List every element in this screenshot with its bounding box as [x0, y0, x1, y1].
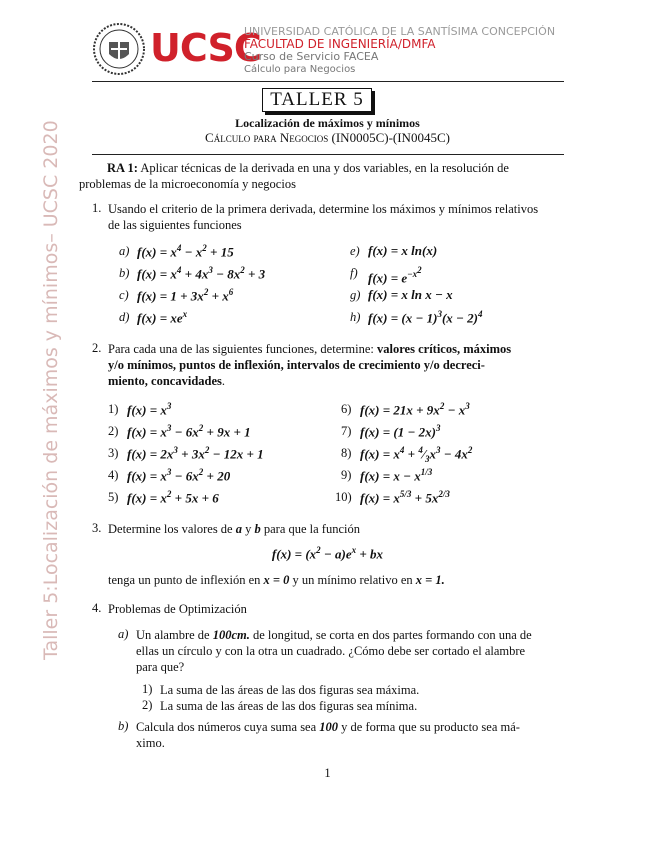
q4-label-b: b): [118, 719, 129, 733]
q2-function-2: $f(x) = x^3 - 6x^2 + 9x + 1$: [127, 423, 251, 440]
q4-b-text-1a: Calcula dos números cuya suma sea: [136, 720, 317, 734]
ra-line-1: [107, 160, 509, 176]
course-subject: Cálculo para Negocios: [244, 64, 356, 75]
course-service: Curso de Servicio FACEA: [244, 50, 379, 63]
q3-cond-1: x = 0: [263, 573, 290, 587]
q1-label-e: e): [350, 244, 360, 258]
q1-label-b: b): [119, 266, 130, 280]
ra-label: RA 1:: [107, 161, 138, 175]
q3-text-1: [108, 521, 360, 537]
university-seal-logo: [92, 22, 146, 76]
q4-b-text-2: ximo.: [136, 736, 165, 750]
q2-label-6: 6): [341, 402, 352, 416]
ra-text-1: Aplicar técnicas de la derivada en una y dos variables, en la resolución de: [140, 161, 509, 175]
q1-function-e: f(x) = x ln(x): [368, 243, 438, 258]
q2-text-1b: valores críticos, máximos: [377, 342, 512, 356]
q4-a-text-1b: de longitud, se corta en dos partes formando con una de: [252, 628, 532, 642]
q4-a-value: 100cm.: [212, 628, 250, 642]
q1-label-d: d): [119, 310, 130, 324]
q2-function-1: $f(x) = x^3$: [127, 401, 172, 418]
q2-text-3b: .: [221, 374, 226, 388]
q3-number: 3.: [92, 521, 102, 535]
q4-sub2-label: 2): [142, 698, 153, 712]
q4-b-text-1: [136, 719, 520, 735]
q2-label-3: 3): [108, 446, 119, 460]
q2-label-5: 5): [108, 490, 119, 504]
q4-b-value: 100: [319, 720, 339, 734]
q4-a-text-3: para que?: [136, 660, 185, 674]
page-title: TALLER 5: [262, 88, 372, 112]
q2-label-9: 9): [341, 468, 352, 482]
subtitle: Localización de máximos y mínimos: [235, 116, 420, 130]
q1-label-a: a): [119, 244, 130, 258]
q4-a-text-2: ellas un círculo y con la otra un cuadrado. ¿Cómo debe ser cortado el alambre: [136, 644, 526, 658]
q3-text-1b: para que la función: [263, 522, 360, 536]
q2-label-1: 1): [108, 402, 119, 416]
q1-text-2: de las siguientes funciones: [108, 218, 242, 232]
q4-a-text-1a: Un alambre de: [136, 628, 210, 642]
q4-label-a: a): [118, 627, 129, 641]
q2-label-4: 4): [108, 468, 119, 482]
q1-label-g: g): [350, 288, 361, 302]
q2-label-2: 2): [108, 424, 119, 438]
q1-label-h: h): [350, 310, 361, 324]
q2-function-3: $f(x) = 2x^3 + 3x^2 - 12x + 1$: [127, 445, 264, 462]
q1-function-g: f(x) = x ln x − x: [368, 287, 453, 302]
q2-text-1: [108, 341, 511, 357]
q4-sub1-text: La suma de las áreas de las dos figuras sea máxima.: [160, 683, 420, 697]
q3-text-2b: y un mínimo relativo en: [292, 573, 413, 587]
q2-label-10: 10): [335, 490, 352, 504]
q1-label-c: c): [119, 288, 129, 302]
q1-label-f: f): [350, 266, 358, 280]
q2-text-3: [108, 373, 225, 389]
page-number: 1: [324, 766, 331, 780]
q4-sub1-label: 1): [142, 682, 153, 696]
q1-function-c: $f(x) = 1 + 3x^2 + x^6$: [137, 287, 234, 304]
ucsc-logo-text: UCSC: [150, 26, 261, 70]
q4-sub2-text: La suma de las áreas de las dos figuras sea mínima.: [160, 699, 418, 713]
q2-text-2: y/o mínimos, puntos de inflexión, intervalos de crecimiento y/o decreci-: [108, 358, 485, 372]
title-rule: [92, 154, 564, 155]
q1-function-d: $f(x) = xe^x$: [137, 309, 188, 326]
q1-function-f: $f(x) = e^{-x^2}$: [368, 265, 422, 286]
q4-a-text-1: [136, 627, 532, 643]
q3-text-1y: y: [245, 522, 252, 536]
q3-text-2a: tenga un punto de inflexión en: [108, 573, 261, 587]
q2-text-1a: Para cada una de las siguientes funciones, determine:: [108, 342, 374, 356]
q2-label-7: 7): [341, 424, 352, 438]
q2-function-10: $f(x) = x^{5/3} + 5x^{2/3}$: [360, 489, 450, 506]
q3-cond-2: x = 1.: [415, 573, 445, 587]
q1-text-1: Usando el criterio de la primera derivada, determine los máximos y mínimos relativos: [108, 202, 539, 216]
q1-function-h: $f(x) = (x - 1)^3(x - 2)^4$: [368, 309, 483, 326]
q3-text-1a: Determine los valores de: [108, 522, 233, 536]
ra-text-2: problemas de la microeconomía y negocios: [79, 177, 296, 191]
q2-text-3a: miento, concavidades: [108, 374, 222, 388]
q2-function-9: $f(x) = x - x^{1/3}$: [360, 467, 433, 484]
q4-title: Problemas de Optimización: [108, 602, 247, 616]
course-code: Cálculo para Negocios (IN0005C)-(IN0045C): [205, 130, 450, 145]
q2-function-7: $f(x) = (1 - 2x)^3$: [360, 423, 441, 440]
q1-function-b: $f(x) = x^4 + 4x^3 - 8x^2 + 3$: [137, 265, 266, 282]
faculty-name: FACULTAD DE INGENIERÍA/DMFA: [244, 37, 436, 51]
q3-var-b: b: [254, 522, 261, 536]
q1-function-a: $f(x) = x^4 - x^2 + 15$: [137, 243, 234, 260]
q2-function-8: $f(x) = x^4$ + $^4⁄_3x^3 - 4x^2$: [360, 445, 473, 464]
q2-number: 2.: [92, 341, 102, 355]
q2-label-8: 8): [341, 446, 352, 460]
q2-function-5: $f(x) = x^2 + 5x + 6$: [127, 489, 219, 506]
q3-text-2: [108, 572, 445, 588]
q3-var-a: a: [235, 522, 242, 536]
q4-number: 4.: [92, 601, 102, 615]
header-rule: [92, 81, 564, 82]
q3-function: $f(x) = (x^2 - a)e^x$ + bx: [271, 545, 384, 562]
university-name: UNIVERSIDAD CATÓLICA DE LA SANTÍSIMA CONCEPCIÓN: [244, 25, 556, 38]
q4-b-text-1b: y de forma que su producto sea má-: [341, 720, 520, 734]
q1-number: 1.: [92, 201, 102, 215]
side-watermark: Taller 5:Localización de máximos y mínimos– UCSC 2020: [40, 120, 62, 660]
q2-function-4: $f(x) = x^3 - 6x^2 + 20$: [127, 467, 231, 484]
q2-function-6: $f(x) = 21x + 9x^2 - x^3$: [360, 401, 470, 418]
